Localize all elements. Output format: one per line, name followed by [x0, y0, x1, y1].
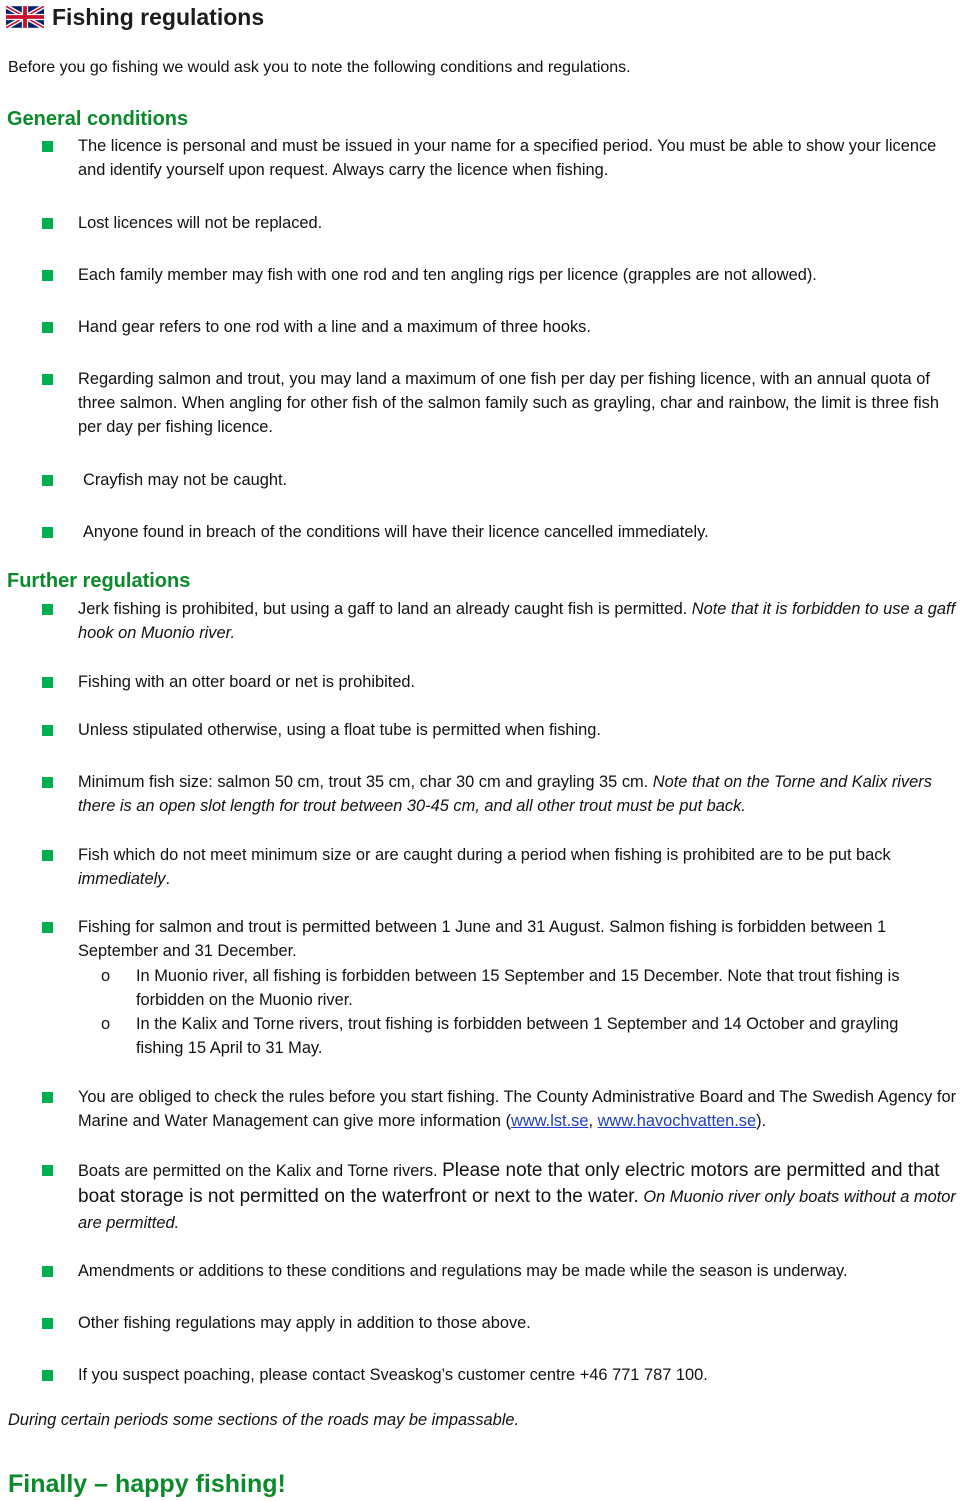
- list-item-text: Anyone found in breach of the conditions will have their licence cancelled immediately.: [83, 523, 709, 541]
- roads-note: During certain periods some sections of the roads may be impassable.: [8, 1411, 520, 1429]
- minsize-text: Minimum fish size: salmon 50 cm, trout 35 cm, char 30 cm and grayling 35 cm.: [78, 773, 653, 791]
- bullet-icon: [42, 527, 53, 538]
- obliged-end: ).: [756, 1112, 767, 1131]
- page-title: Fishing regulations: [52, 3, 265, 30]
- further-regulations-heading: Further regulations: [7, 570, 191, 592]
- list-item-text: Lost licences will not be replaced.: [78, 214, 323, 232]
- bullet-icon: [42, 1318, 53, 1329]
- list-item-text: Amendments or additions to these conditions and regulations may be made while the season is underway.: [78, 1262, 848, 1280]
- boats-text: Boats are permitted on the Kalix and Torne rivers.: [78, 1162, 443, 1180]
- bullet-icon: [42, 1370, 53, 1381]
- sub-marker: o: [101, 967, 111, 985]
- list-item-text: [78, 1085, 958, 1133]
- list-item-text: [78, 597, 958, 645]
- sub-list-item-text: In the Kalix and Torne rivers, trout fishing is forbidden between 1 September and 14 October and grayling fishing 15 April to 31 May.: [136, 1015, 899, 1058]
- list-item-text: Regarding salmon and trout, you may land a maximum of one fish per day per fishing licence, with an annual quota of three salmon. When angling for other fish of the salmon family such as grayling, char and rainbow, the limit is three fish per day per fishing licence.: [78, 370, 939, 437]
- bullet-icon: [42, 725, 53, 736]
- bullet-icon: [42, 475, 53, 486]
- putback-end: .: [165, 870, 171, 889]
- sub-marker: o: [101, 1015, 111, 1033]
- bullet-icon: [42, 270, 53, 281]
- title-row: [6, 2, 264, 32]
- bullet-icon: [42, 141, 53, 152]
- bullet-icon: [42, 850, 53, 861]
- bullet-icon: [42, 922, 53, 933]
- list-item-text: Fishing for salmon and trout is permitted between 1 June and 31 August. Salmon fishing is forbidden between 1 September and 31 December.: [78, 918, 887, 961]
- list-item-text: [78, 1158, 958, 1236]
- bullet-icon: [42, 1266, 53, 1277]
- jerk-note: Note that it is forbidden to use a gaff hook on Muonio river.: [78, 600, 956, 643]
- bullet-icon: [42, 677, 53, 688]
- list-item-text: Each family member may fish with one rod and ten angling rigs per licence (grapples are not allowed).: [78, 266, 817, 284]
- list-item-text: Crayfish may not be caught.: [83, 471, 288, 489]
- havochvatten-link[interactable]: www.havochvatten.se: [597, 1112, 757, 1131]
- closing-heading: Finally – happy fishing!: [8, 1470, 286, 1498]
- bullet-icon: [42, 777, 53, 788]
- jerk-text: Jerk fishing is prohibited, but using a gaff to land an already caught fish is permitted.: [78, 600, 692, 618]
- list-item-text: Other fishing regulations may apply in addition to those above.: [78, 1314, 531, 1332]
- list-item-text: [78, 843, 958, 891]
- bullet-icon: [42, 218, 53, 229]
- bullet-icon: [42, 604, 53, 615]
- uk-flag-icon: [6, 6, 44, 28]
- list-item-text: If you suspect poaching, please contact Sveaskog’s customer centre +46 771 787 100.: [78, 1366, 708, 1384]
- boats-motor-note: Please note that only electric motors are permitted and that boat storage is not permitted on the waterfront or next to the water.: [78, 1160, 940, 1207]
- general-conditions-heading: General conditions: [7, 108, 189, 130]
- bullet-icon: [42, 374, 53, 385]
- boats-muonio-note: On Muonio river only boats without a motor are permitted.: [78, 1188, 956, 1232]
- list-item-text: Unless stipulated otherwise, using a float tube is permitted when fishing.: [78, 721, 601, 739]
- list-item-text: Fishing with an otter board or net is prohibited.: [78, 673, 416, 691]
- intro-text: Before you go fishing we would ask you to note the following conditions and regulations.: [8, 59, 631, 76]
- list-item-text: [78, 770, 958, 818]
- bullet-icon: [42, 1165, 53, 1176]
- bullet-icon: [42, 1092, 53, 1103]
- obliged-text: You are obliged to check the rules before you start fishing. The County Administrative Board and The Swedish Agency for Marine and Water Management can give more information (: [78, 1088, 957, 1131]
- list-item-text: The licence is personal and must be issued in your name for a specified period. You must be able to show your licence and identify yourself upon request. Always carry the licence when fishing.: [78, 137, 937, 180]
- list-item-text: Hand gear refers to one rod with a line and a maximum of three hooks.: [78, 318, 591, 336]
- sub-list-item-text: In Muonio river, all fishing is forbidden between 15 September and 15 December. Note that trout fishing is forbidden on the Muonio river.: [136, 967, 900, 1010]
- bullet-icon: [42, 322, 53, 333]
- putback-text: Fish which do not meet minimum size or are caught during a period when fishing is prohibited are to be put back: [78, 846, 891, 864]
- putback-italic: immediately: [78, 870, 166, 889]
- lst-link[interactable]: www.lst.se: [511, 1112, 589, 1131]
- minsize-note: Note that on the Torne and Kalix rivers there is an open slot length for trout between 30-45 cm, and all other trout must be put back.: [78, 773, 932, 816]
- obliged-sep: ,: [588, 1112, 598, 1131]
